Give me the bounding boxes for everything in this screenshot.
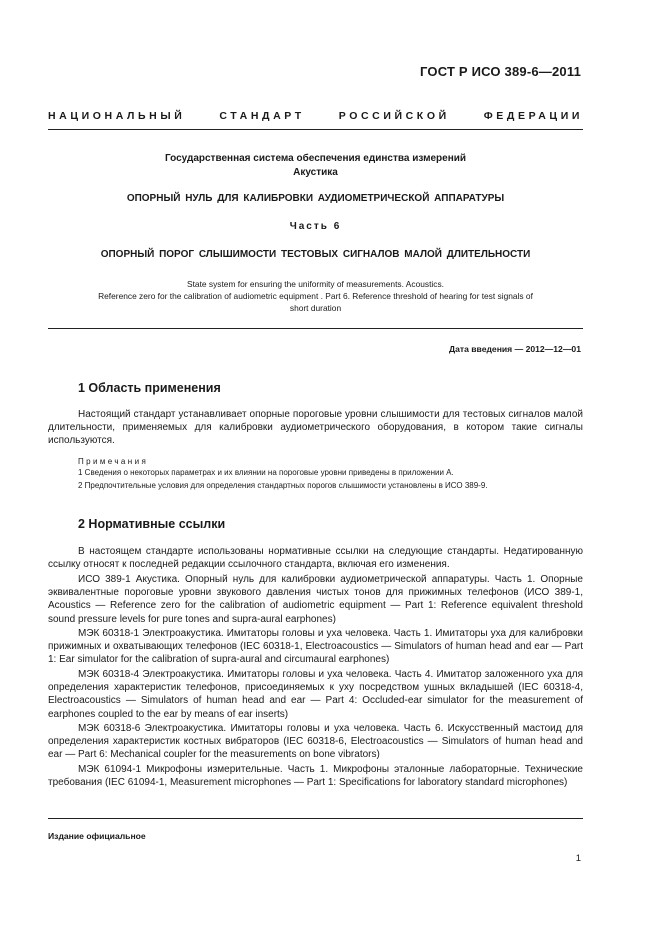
page-number: 1 <box>575 853 581 864</box>
banner-word: РОССИЙСКОЙ <box>338 110 450 122</box>
note-2: 2 Предпочтительные условия для определения стандартных порогов слышимости установлены в ИСО 389-9. <box>78 481 488 490</box>
banner-word: СТАНДАРТ <box>219 110 305 122</box>
reference-item: ИСО 389-1 Акустика. Опорный нуль для калибровки аудиометрической аппаратуры. Часть 1. Опорные эквивалентные пороговые уровни звукового давления чистых тонов для прижимных телефонов (ИСО 389-1, Acoustics — Reference zero for the calibration of audiometric equipment — Part 1: Reference equivalent threshold sound pressure levels for pure tones and supra-aural earphones) <box>48 574 583 625</box>
national-standard-banner <box>48 110 583 122</box>
english-title-line: State system for ensuring the uniformity of measurements. Acoustics. <box>187 279 444 289</box>
footer-divider <box>48 818 583 819</box>
english-title-line: Reference zero for the calibration of audiometric equipment . Part 6. Reference threshold of hearing for test signals of <box>98 291 533 301</box>
reference-item: МЭК 61094-1 Микрофоны измерительные. Часть 1. Микрофоны эталонные лабораторные. Технические требования (IEC 61094-1, Measurement microphones — Part 1: Specifications for laboratory standard microphones) <box>48 764 583 789</box>
system-title-line: Государственная система обеспечения единства измерений <box>164 153 467 164</box>
standard-number: ГОСТ Р ИСО 389-6—2011 <box>420 64 581 79</box>
reference-item: МЭК 60318-6 Электроакустика. Имитаторы головы и уха человека. Часть 6. Искусственный мастоид для определения характеристик костных вибраторов (IEC 60318-6, Electroacoustics — Simulators of human head and ear — Part 6: Mechanical coupler for the measurements on bone vibrators) <box>48 723 583 761</box>
title-divider <box>48 328 583 329</box>
top-divider <box>48 129 583 130</box>
section-2-intro: В настоящем стандарте использованы нормативные ссылки на следующие стандарты. Недатированную ссылку относят к последней редакции ссылочного стандарта, включая его изменения. <box>48 546 583 571</box>
system-title <box>48 152 583 180</box>
part-title: Часть 6 <box>289 221 342 232</box>
note-1: 1 Сведения о некоторых параметрах и их влиянии на пороговые уровни приведены в приложении А. <box>78 468 454 477</box>
reference-item: МЭК 60318-1 Электроакустика. Имитаторы головы и уха человека. Часть 1. Имитаторы уха для калибровки прижимных и охватывающих телефонов (IEC 60318-1, Electroacoustics — Simulators of human head and ear — Part 1: Ear simulator for the calibration of supra-aural and circumaural earphones) <box>48 628 583 666</box>
system-title-line: Акустика <box>293 167 338 178</box>
section-1-paragraph: Настоящий стандарт устанавливает опорные пороговые уровни слышимости для тестовых сигналов малой длительности, применяемых для калибровки аудиометрического оборудования, в котором такие сигналы используются. <box>48 409 583 447</box>
subtitle: ОПОРНЫЙ ПОРОГ СЛЫШИМОСТИ ТЕСТОВЫХ СИГНАЛОВ МАЛОЙ ДЛИТЕЛЬНОСТИ <box>100 249 531 260</box>
english-title <box>48 278 583 314</box>
english-title-line: short duration <box>289 303 342 313</box>
notes-label-text: Примечания <box>78 457 149 466</box>
introduction-date: Дата введения — 2012—12—01 <box>448 344 581 354</box>
section-2-heading: 2 Нормативные ссылки <box>78 517 226 531</box>
reference-item: МЭК 60318-4 Электроакустика. Имитаторы головы и уха человека. Часть 4. Имитатор заложенного уха для определения характеристик телефонов, присоединяемых к уху посредством ушных вкладышей (IEC 60318-4, Electroacoustics — Simulators of human head and ear — Part 4: Occluded-ear simulator for the measurement of earphones coupled to the ear by means of ear inserts) <box>48 669 583 720</box>
banner-word: ФЕДЕРАЦИИ <box>483 110 583 122</box>
main-title: ОПОРНЫЙ НУЛЬ ДЛЯ КАЛИБРОВКИ АУДИОМЕТРИЧЕСКОЙ АППАРАТУРЫ <box>126 193 505 204</box>
banner-word: НАЦИОНАЛЬНЫЙ <box>48 110 186 122</box>
section-1-heading: 1 Область применения <box>78 381 221 395</box>
edition-label: Издание официальное <box>48 831 146 841</box>
